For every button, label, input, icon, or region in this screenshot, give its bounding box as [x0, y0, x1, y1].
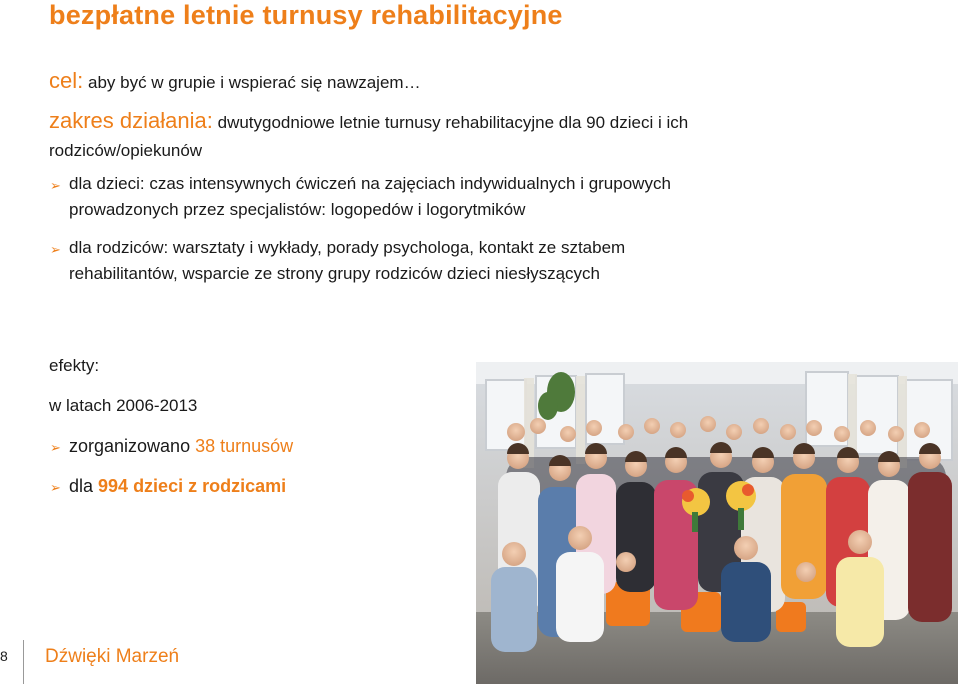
scope-label: zakres działania: [49, 108, 213, 133]
effects-heading: efekty: [49, 356, 100, 375]
arrow-bullet-icon: ➢ [50, 242, 61, 257]
slide-title: bezpłatne letnie turnusy rehabilitacyjne [49, 0, 563, 30]
effects-period: w latach 2006-2013 [49, 396, 198, 415]
bullet-children-line1: dla dzieci: czas intensywnych ćwiczeń na zajęciach indywidualnych i grupowych [69, 174, 671, 193]
scope-line [49, 108, 688, 134]
bullet-children [50, 171, 840, 223]
goal-label: cel: [49, 68, 84, 93]
footer-divider [23, 640, 24, 684]
page-number: 8 [0, 648, 8, 664]
arrow-bullet-icon: ➢ [50, 480, 61, 495]
scope-text-line1: dwutygodniowe letnie turnusy rehabilitacyjne dla 90 dzieci i ich [217, 113, 689, 132]
effect-highlight-turnusy: 38 turnusów [195, 436, 294, 456]
effect-item-prefix: zorganizowano [69, 436, 196, 456]
group-photo [476, 362, 958, 684]
footer-brand: Dźwięki Marzeń [45, 646, 180, 667]
scope-text-line2: rodziców/opiekunów [49, 141, 203, 160]
effect-item-children [50, 473, 470, 499]
arrow-bullet-icon: ➢ [50, 178, 61, 193]
bullet-parents-line2: rehabilitantów, wsparcie ze strony grupy rodziców dzieci niesłyszących [69, 264, 601, 283]
effect-item-turnusy [50, 433, 470, 459]
goal-text: aby być w grupie i wspierać się nawzajem… [87, 73, 421, 92]
bullet-parents [50, 235, 840, 287]
arrow-bullet-icon: ➢ [50, 440, 61, 455]
effect-item-prefix: dla [69, 476, 99, 496]
bullet-children-line2: prowadzonych przez specjalistów: logopedów i logorytmików [69, 200, 526, 219]
goal-line [49, 68, 421, 94]
effect-highlight-children: 994 dzieci z rodzicami [98, 476, 287, 496]
bullet-parents-line1: dla rodziców: warsztaty i wykłady, porady psychologa, kontakt ze sztabem [69, 238, 626, 257]
